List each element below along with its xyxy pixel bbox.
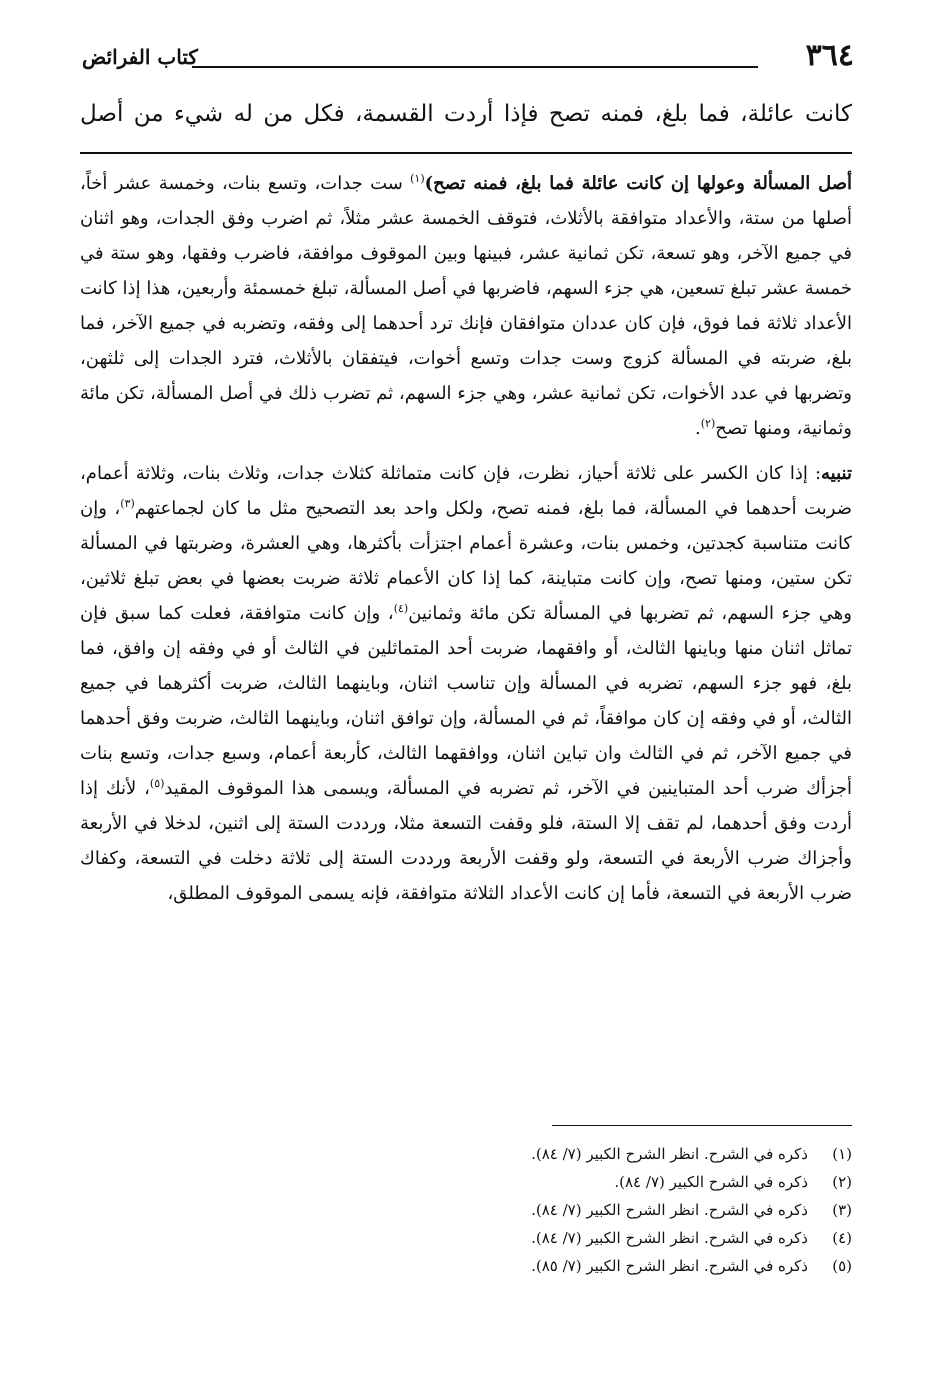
page-header xyxy=(82,36,854,76)
footnote-number: (٢) xyxy=(832,1173,852,1191)
commentary-paragraph xyxy=(80,456,852,911)
running-title: كتاب الفرائض xyxy=(82,45,198,69)
footnote-item xyxy=(292,1196,852,1224)
footnote-marker: (٣) xyxy=(120,497,135,510)
quoted-matn: أصل المسألة وعولها إن كانت عائلة فما بلغ، فمنه تصح) xyxy=(424,173,852,194)
footnote-marker: (٥) xyxy=(149,777,165,790)
paragraph-text: ، لأنك إذا أردت وفق أحدهما، لم تقف إلا الستة، فلو وقفت التسعة مثلا، ورددت الستة إلى اثنين، لدخلا في الأربعة وأجزاك ضرب الأربعة في التسعة، ولو وقفت الأربعة ورددت الستة إلى ثلاثة دخلت في التسعة، وكفاك ضرب الأربعة في التسعة، فأما إن كانت الأعداد الثلاثة متوافقة، فإنه يسمى الموقوف المطلق، xyxy=(80,778,852,904)
footnote-text: ذكره في الشرح. انظر الشرح الكبير (٧/ ٨٥). xyxy=(531,1257,808,1275)
paragraph-text: ست جدات، وتسع بنات، وخمسة عشر أخاً، أصلها من ستة، والأعداد متوافقة بالأثلاث، فتوقف الخمسة عشر مثلاً، ثم اضرب وفق الجدات، وهو اثنان في جميع الآخر، وهو تسعة، تكن ثمانية عشر، فبينها وبين الموقوف موافقة، فاضرب وفقها، وهو ستة في خمسة عشر تبلغ تسعين، هي جزء السهم، فاضربها في أصل المسألة، تبلغ خمسمئة وأربعين، هذا إذا كانت الأعداد ثلاثة فما فوق، فإن كان عددان متوافقان فإنك ترد أحدهما إلى وفقه، وتضربه في جميع الآخر، فما بلغ، ضربته في المسألة كزوج وست جدات وتسع أخوات، فيتفقان بالأثلاث، فترد الجدات إلى ثلثهن، وتضربها في عدد الأخوات، تكن ثمانية عشر، وهي جزء السهم، ثم تضرب ذلك في أصل المسألة، تكن مائة وثمانية، ومنها تصح xyxy=(80,173,852,439)
footnote-number: (٤) xyxy=(832,1229,852,1247)
footnote-item xyxy=(292,1252,852,1280)
footnote-item xyxy=(292,1140,852,1168)
paragraph-text: ، وإن كانت متوافقة، فعلت كما سبق فإن تماثل اثنان منها وباينها الثالث، أو وافقهما، ضربت أحد المتماثلين في الثالث أو في وفقه إن وافق، فما بلغ، فهو جزء السهم، تضربه في المسألة وإن تناسب اثنان، وباينهما الثالث، ضربت أكثرهما في جميع الثالث، أو في وفقه إن كان موافقاً، ثم في المسألة، وإن توافق اثنان، وباينهما الثالث، ضربت وفق أحدهما في جميع الآخر، ثم في الثالث وان تباين اثنان، ووافقهما الثالث، كأربعة أعمام، وسبع جدات، وتسع بنات أجزأك ضرب أحد المتباينين في الآخر، ثم تضربه في المسألة، ويسمى هذا الموقوف المقيد xyxy=(80,603,853,799)
footnotes xyxy=(292,1140,852,1280)
footnote-item xyxy=(292,1168,852,1196)
paragraph-text: ، وإن كانت متناسبة كجدتين، وخمس بنات، وعشرة أعمام اجتزأت بأكثرها، وهي العشرة، وضربتها في المسألة تكن ستين، ومنها تصح، وإن كانت متباينة، كما إذا كان الأعمام ثلاثة ضربت بعضها في بعض تبلغ ثلاثين، وهي جزء السهم، ثم تضربها في المسألة تكن مائة وثمانين xyxy=(80,498,852,624)
footnote-separator-rule xyxy=(552,1125,852,1126)
footnote-text: ذكره في الشرح. انظر الشرح الكبير (٧/ ٨٤). xyxy=(531,1229,808,1247)
footnote-number: (٥) xyxy=(832,1257,852,1275)
footnote-marker: (٢) xyxy=(700,417,716,430)
commentary-separator-rule xyxy=(80,152,852,154)
footnote-marker: (٤) xyxy=(393,602,409,615)
commentary-paragraph xyxy=(80,166,852,446)
footnote-text: ذكره في الشرح. انظر الشرح الكبير (٧/ ٨٤). xyxy=(531,1145,808,1163)
footnote-item xyxy=(292,1224,852,1252)
main-text-continuation: كانت عائلة، فما بلغ، فمنه تصح فإذا أردت القسمة، فكل من له شيء من أصل xyxy=(80,101,852,127)
paragraph-end: . xyxy=(695,418,701,439)
header-rule xyxy=(192,66,758,68)
footnote-text: ذكره في الشرح. انظر الشرح الكبير (٧/ ٨٤). xyxy=(531,1201,808,1219)
paragraph-text: : إذا كان الكسر على ثلاثة أحياز، نظرت، فإن كانت متماثلة كثلاث جدات، وثلاث بنات، وثلاثة أعمام، ضربت أحدهما في المسألة، فما بلغ، فمنه تصح، ولكل واحد بعد التصحيح مثل ما كان لجماعتهم xyxy=(80,463,852,519)
footnote-number: (٣) xyxy=(832,1201,852,1219)
page-number: ٣٦٤ xyxy=(805,38,854,73)
footnote-text: ذكره في الشرح الكبير (٧/ ٨٤). xyxy=(614,1173,808,1191)
footnote-marker: (١) xyxy=(410,172,425,185)
note-heading: تنبيه xyxy=(821,463,852,484)
footnote-number: (١) xyxy=(832,1145,852,1163)
commentary-text xyxy=(80,166,852,911)
